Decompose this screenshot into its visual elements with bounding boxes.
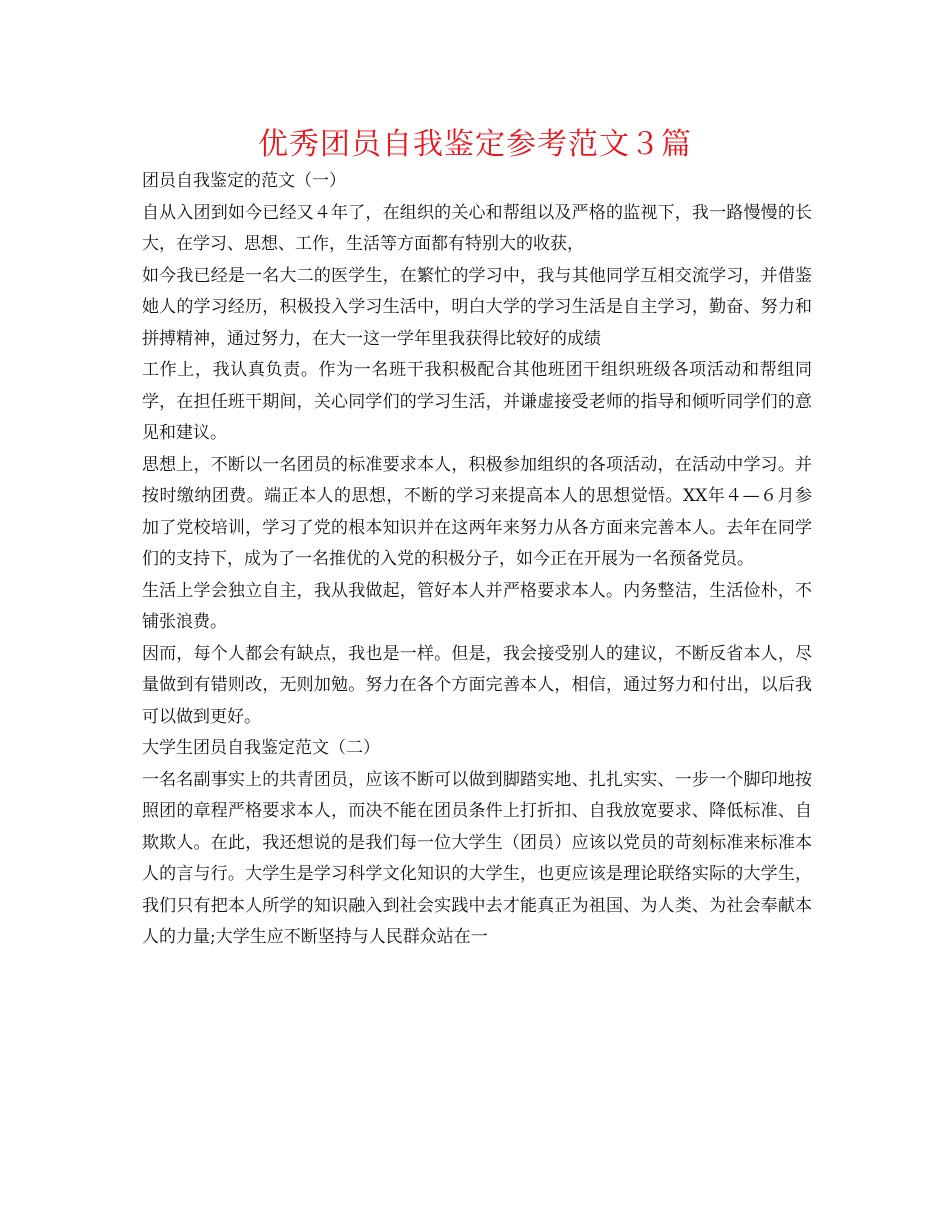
paragraph-section-2: 一名名副事实上的共青团员，应该不断可以做到脚踏实地、扎扎实实、一步一个脚印地按照团的章程严格要求本人，而决不能在团员条件上打折扣、自我放宽要求、降低标准、自欺欺人。在此，我还想说的是我们每一位大学生（团员）应该以党员的苛刻标准来标准本人的言与行。大学生是学习科学文化知识的大学生，也更应该是理论联络实际的大学生，我们只有把本人所学的知识融入到社会实践中去才能真正为祖国、为人类、为社会奉献本人的力量;大学生应不断坚持与人民群众站在一: [142, 769, 812, 947]
paragraph-study: 如今我已经是一名大二的医学生，在繁忙的学习中，我与其他同学互相交流学习，并借鉴她人的学习经历，积极投入学习生活中，明白大学的学习生活是自主学习，勤奋、努力和拼搏精神，通过努力，在大一这一学年里我获得比较好的成绩: [142, 265, 812, 349]
paragraph-conclusion: 因而，每个人都会有缺点，我也是一样。但是，我会接受别人的建议，不断反省本人，尽量做到有错则改，无则加勉。努力在各个方面完善本人，相信，通过努力和付出，以后我可以做到更好。: [142, 643, 812, 727]
section-heading-1: 团员自我鉴定的范文（一）: [142, 171, 346, 191]
paragraph-work: 工作上，我认真负责。作为一名班干我积极配合其他班团干组织班级各项活动和帮组同学，在担任班干期间，关心同学们的学习生活，并谦虚接受老师的指导和倾听同学们的意见和建议。: [142, 360, 812, 443]
document-body: [142, 166, 812, 954]
paragraph-thought: 思想上，不断以一名团员的标准要求本人，积极参加组织的各项活动，在活动中学习。并按时缴纳团费。端正本人的思想，不断的学习来提高本人的思想觉悟。XX年４—６月参加了党校培训，学习了党的根本知识并在这两年来努力从各方面来完善本人。去年在同学们的支持下，成为了一名推优的入党的积极分子，如今正在开展为一名预备党员。: [142, 454, 812, 569]
paragraph-intro: 自从入团到如今已经又４年了，在组织的关心和帮组以及严格的监视下，我一路慢慢的长大，在学习、思想、工作，生活等方面都有特别大的收获，: [142, 202, 812, 254]
paragraph-life: 生活上学会独立自主，我从我做起，管好本人并严格要求本人。内务整洁，生活俭朴，不铺张浪费。: [142, 580, 812, 632]
document-title: 优秀团员自我鉴定参考范文３篇: [258, 127, 692, 162]
section-heading-2: 大学生团员自我鉴定范文（二）: [142, 738, 380, 758]
